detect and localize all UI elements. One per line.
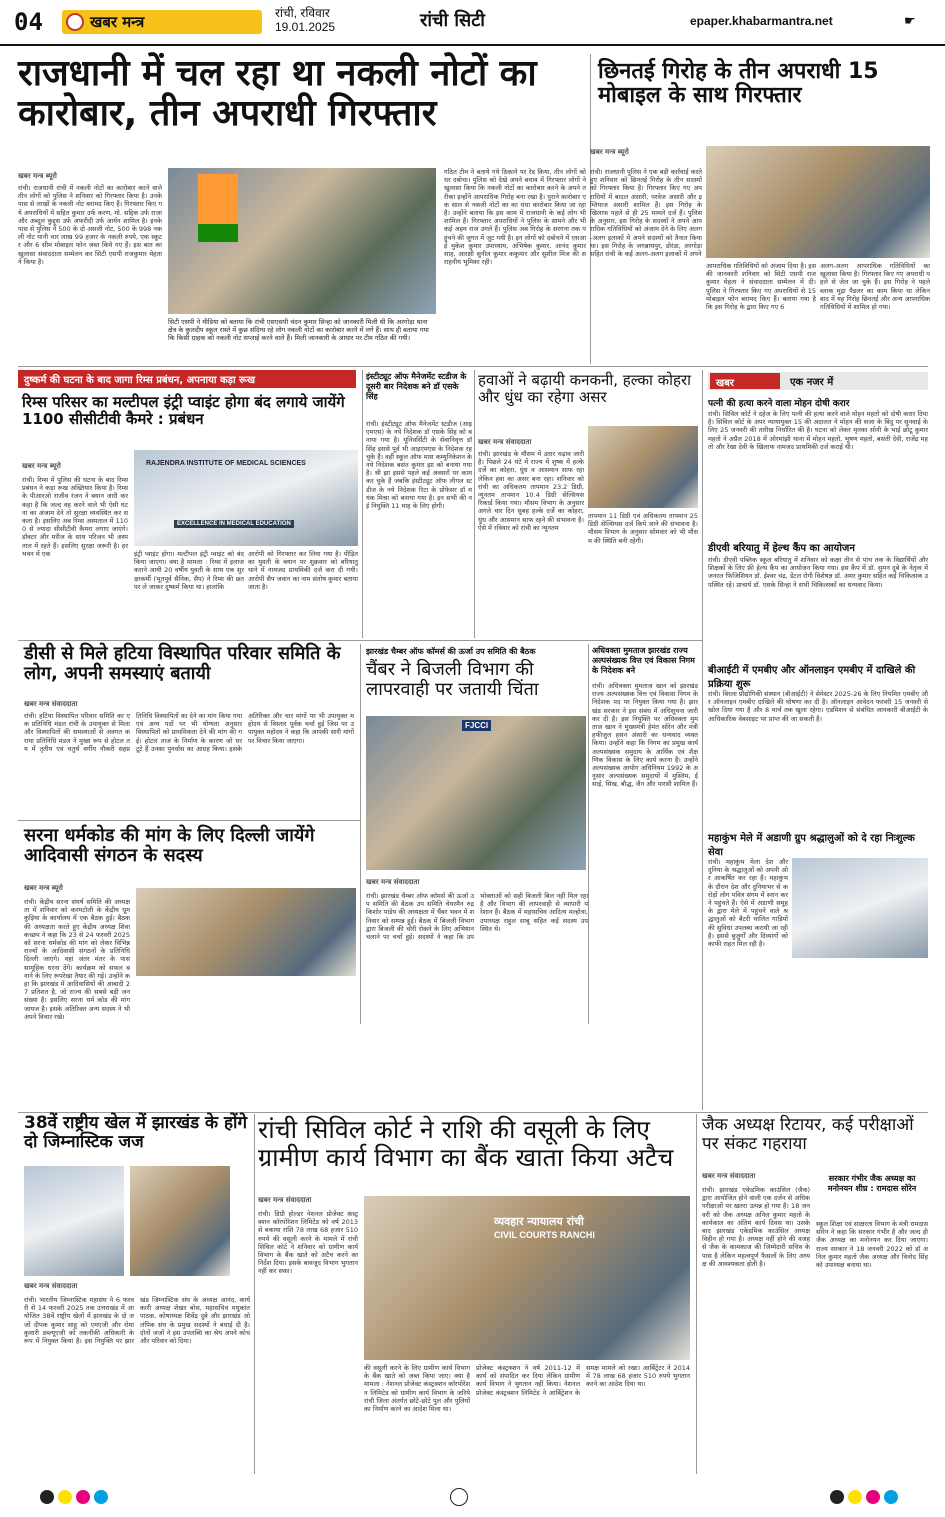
lead-photo xyxy=(168,168,436,314)
rims-byline: खबर मन्त्र ब्यूरो xyxy=(22,462,61,470)
brief-d-headline[interactable]: महाकुंभ मेले में अडाणी ग्रुप श्रद्धालुओं को दे रहा निःशुल्क सेवा xyxy=(708,833,915,858)
dc-body: रांची। हटिया विस्थापित परिवार समिति का एक प्रतिनिधि मंडल रांची के उपायुक्त से मिला और विस्थापितों की समस्याओं से अवगत कराया प्रतिनिधि मंडल ने मुख्य रूप से होटल तय में तृतीय एवं चतुर्थ वर्गीय नौकरी सहप्रतिनिधि विस्थापितों का देने का मांग किया गया एवं अन्य पदों पर भी योग्यता अनुसार विस्थापितों को प्राथमिकता देने की मांग की गई। होटल ताज के निर्माण के कारण जो घर टूटे हैं उनका पुनर्वास का आग्रह किया। इसके अतिरिक्त और चार मांगों पर भी उपायुक्त महोदय से विस्तार पूर्वक चर्चा हुई जिस पर उपायुक्त महोदय ने कहा कि आपकी सारी मांगों पर विचार किया जाएगा। xyxy=(24,712,354,753)
sport-headline[interactable]: 38वें राष्ट्रीय खेल में झारखंड के होंगे दो जिम्नास्टिक जज xyxy=(24,1113,248,1152)
masthead xyxy=(0,0,945,46)
page-number: 04 xyxy=(14,8,43,36)
chhintai-byline: खबर मन्त्र ब्यूरो xyxy=(590,148,629,156)
jac-side-headline[interactable]: सरकार गंभीर जैक अध्यक्ष का मनोनयन शीघ्र : रामदास सोरेन xyxy=(827,1174,917,1193)
rims-kicker: दुष्कर्म की घटना के बाद जागा रिम्स प्रबंधन, अपनाया कड़ा रूख xyxy=(18,370,356,388)
registration-mark-icon xyxy=(450,1488,468,1506)
court-body-1: रांची। डिग्री होल्डर नेशनल प्रोजेक्ट कंस्ट्रक्शन कॉरपोरेशन लिमिटेड को वर्ष 2013 से बकाया राशि 78 लाख 68 हजार 510 रुपये की वसूली करने के मामले में रांची सिविल कोर्ट ने शनिवार को ग्रामीण कार्य विभाग के बैंक खाते को अटैच करने का निर्देश दिया। इसके बावजूद विभाग भुगतान नहीं कर सका। xyxy=(258,1210,358,1276)
brief-title: एक नजर में xyxy=(790,377,834,388)
court-body-2: की वसूली करने के लिए ग्रामीण कार्य विभाग के बैंक खाते को जब्त किया जाए। क्या है मामला : नेशनल प्रोजेक्ट कंस्ट्रक्शन कॉरपोरेशन लिमिटेड को ग्रामीण कार्य विभाग के जरिये रांची जिला अंतर्गत छोटे-छोटे पुल और पुलियों का निर्माण करने का आदेश मिला था। xyxy=(364,1364,470,1414)
chhintai-body-1: रांची। राजधानी पुलिस ने एक बड़ी कार्रवाई करते हुए शनिवार को छिनतई गिरोह के तीन सदस्यों को गिरफ्तार किया है। गिरफ्तार किए गए अपराधियों में बादल असारी, परवेज असारी और इम्तियाज असारी शामिल हैं। इस गिरोह के खिलाफ पहले से ही 25 मामले दर्ज हैं। पुलिस के अनुसार, इस गिरोह के सदस्यों ने अपने आपराधिक गतिविधियों को अंजाम देने के लिए अलग-अलग इलाकों में अपने सदस्यों को तैनात किया था। इस गिरोह के जगन्नाथपुर, डोरंडा, अरगोड़ा सहित रांची के कई अलग-अलग इलाकों में अपने xyxy=(590,168,702,259)
lead-byline: खबर मन्त्र ब्यूरो xyxy=(18,172,57,180)
flag-icon xyxy=(198,174,238,224)
chhintai-photo xyxy=(706,146,930,258)
weather-body-1: रांची। झारखंड के मौसम में उतार चढ़ाव जारी है। पिछले 24 घंटे में राज्य में शुष्क में हल्के दर्जे का कोहरा, धुंध व आसमान साफ रहा लेकिन हवा का असर बना रहा। शनिवार को रांची का अधिकतम तापमान 23.2 डिग्री, न्यूनतम तापमान 10.4 डिग्री सेल्सियस रिकार्ड किया गया। मौसम विभाग के अनुसार अगले चार दिन सुबह हल्के दर्जे का कोहरा, धुंध और आसमान साफ रहने की संभावना है। ऐसे में रविवार को रांची का न्यूनतम xyxy=(478,450,584,532)
brand-name: खबर मन्त्र xyxy=(90,13,145,31)
jac-side-body: स्कूल शिक्षा एवं साक्षरता विभाग के मंत्री रामदास सोरेन ने कहा कि सरकार गंभीर है और जल्द ही जैक अध्यक्ष का मनोनयन कर दिया जाएगा। राज्य सरकार ने 18 जनवरी 2022 को डॉ अनिल कुमार महतो जैक अध्यक्ष और विनोद सिंह को उपाध्यक्ष बनाया था। xyxy=(816,1220,928,1270)
brief-b-headline[interactable]: डीएवी बरियातु में हेल्थ कैंप का आयोजन xyxy=(708,543,855,554)
minority-headline[interactable]: अधिवक्ता मुमताज झारखंड राज्य अल्पसंख्यक वित्त एवं विकास निगम के निदेशक बने xyxy=(592,646,695,675)
date: 19.01.2025 xyxy=(275,20,336,34)
lead-body-2: गठित टीम ने बताये गये ठिकाने पर रेड किया, तीन लोगों को धर दबोचा। पुलिस को देखे अपने बचाव में गिरफ्तार लोगों ने खुलासा किया कि नकली नोटों का कारोबार करने के अपने तरीका इन्होंने आपराधिक गिरोह बना रखा है। पुराने कारोबार एक साल से नकली नोटों का का धंधा कारोबार किया जा रहा है। उन्होंने बताया कि इस काम में राजधानी के कई लोग भी शामिल हैं। गिरफ्तार अपराधियों ने पुलिस के सामने और भी कई अहम राज उगले हैं। पुलिस अब गिरोह के सरगना तक पहुंचने की जुगत में जुट गयी है। इन लोगों को दबोचने में एसआई मुकेश कुमार उपाध्याय, अभिषेक कुमार, आनंद कुमार साह, आरक्षी सुनील कुमार ककुमार और सुशील मिंज की सराहनीय भूमिका रही। xyxy=(444,168,586,267)
sport-body: रांची। भारतीय जिम्नास्टिक महासंघ ने 6 फरवरी से 14 फरवरी 2025 तक उत्तराखंड में आयोजित 38वें राष्ट्रीय खेलों में झारखंड के दो जजों दीपक कुमार साहू को एमएजी और रोमा कुमारी डब्ल्यूएजी को तकनीकी अधिकारी के रूप में नियुक्त किया है। इस नियुक्ति पर झारखंड जिम्नास्टिक संघ के अध्यक्ष आनंद, कार्यकारी अध्यक्ष शेखर बोस, महासचिव मधुकांत पाठक, कोषाध्यक्ष शिवेंद्र दुबे और झारखंड ओलंपिक संघ के प्रमुख सदस्यों ने बधाई दी है। दोनों जजों ने इस उपलब्धि का श्रेय अपने कोच और परिवार को दिया। xyxy=(24,1296,250,1346)
dc-headline[interactable]: डीसी से मिले हटिया विस्थापित परिवार समिति के लोग, अपनी समस्याएं बतायी xyxy=(24,643,341,684)
rims-body-3: आरोपी को गिरफ्तार कर लिया गया है। पीड़ित का युवती के बयान पर शुक्रवार को बरियातु थाने में नामजद प्राथमिकी दर्ज करा दी गयी। आरोपी सैप जवान का नाम संतोष कुमार बताया जाता है। xyxy=(248,550,358,591)
jac-headline[interactable]: जैक अध्यक्ष रिटायर, कई परीक्षाओं पर संकट गहराया xyxy=(702,1115,914,1154)
sarna-body: रांची। केंद्रीय सरना संघर्ष समिति की अध्यक्षता में शनिवार को करमटोली के केंद्रीय धूमकुड़िया के कार्यालय में एक बैठक हुई। बैठक की अध्यक्षता करते हुए केंद्रीय अध्यक्ष शिवा कच्छप ने कहा कि 23 से 24 फरवरी 2025 को सरना धर्मकोड की मांग को लेकर विभिन्न राज्यों के आदिवासी संगठनों के प्रतिनिधि दिल्ली जाएंगे। वहां जंतर मंतर के पास सामूहिक धरना देंगे। कार्यक्रम को सफल बनाने के लिए रूपरेखा तैयार की गई। उन्होंने कहा कि झारखंड में आदिवासियों की आबादी 27 प्रतिशत है, जो राज्य की सबसे बड़ी जनसंख्या है। इसलिए सरना धर्म कोड की मांग जायज है। इसके अतिरिक्त अन्य सदस्य ने भी अपने विचार रखे। xyxy=(24,898,130,1021)
lead-headline[interactable]: राजधानी में चल रहा था नकली नोटों का कारोबार, तीन अपराधी गिरफ्तार xyxy=(18,53,537,134)
chhintai-body-2: आपराधिक गतिविधियों को अंजाम दिया है। इसकी जानकारी शनिवार को सिटी एसपी राजकुमार मेहता ने संवाददाता सम्मेलन में दी। पुलिस ने गिरफ्तार किए गए अपराधियों से 15 मोबाइल फोन बरामद किए हैं। बताया गया है कि इस गिरोह के द्वारा किए गए 6 xyxy=(706,262,816,312)
chamber-body: रांची। झारखंड चैम्बर ऑफ कॉमर्स की ऊर्जा उप समिति की बैठक उप समिति चेयरमैन रुद्र किशोर पांडेय की अध्यक्षता में चैंबर भवन में शनिवार को सम्पन्न हुई। बैठक में बिजली विभाग द्वारा बिजली की चोरी रोकने के लिए अभियान चलाने पर चर्चा हुई। सदस्यों ने कहा कि उपभोक्ताओं को सही बिजली बिल नहीं मिल रहा है और विभाग की लापरवाही से व्यापारी परेशान हैं। बैठक में महासचिव आदित्य मल्होत्रा, उपाध्यक्ष राहुल साबू सहित कई सदस्य उपस्थित थे। xyxy=(366,892,588,942)
chhintai-headline[interactable]: छिनतई गिरोह के तीन अपराधी 15 मोबाइल के साथ गिरफ्तार xyxy=(598,59,879,109)
dc-byline: खबर मन्त्र संवाददाता xyxy=(24,700,78,708)
weather-headline[interactable]: हवाओं ने बढ़ायी कनकनी, हल्का कोहरा और धुंध का रहेगा असर xyxy=(478,371,692,406)
lead-body-1: रांची। राजधानी रांची में नकली नोटों का कारोबार करने वाले तीन लोगों को पुलिस ने शनिवार को गिरफ्तार किया है। उनके पास से लाखों के नकली नोट बरामद किए हैं। गिरफ्तार किए गये अपराधियों में सहित कुमार उर्फ करण, मो. सद्दिक उर्फ राजा और अब्दुल कुद्दूस उर्फ अफरीदी उर्फ आर्यन शामिल है। इनके पास से पुलिस ने 500 के दो असली नोट, 500 के 998 नकली नोट यानी चार लाख 99 हजार के नकली रुपये, एक स्कूटर और 6 सीम मोबाइल फोन जब्त किये गए हैं। इस बात का खुलासा संवाददाता सम्मेलन कर सिटी एसपी राजकुमार मेहता ने किया है। xyxy=(18,184,162,266)
court-byline: खबर मन्त्र संवाददाता xyxy=(258,1196,312,1204)
rims-body-1: रांची। रिम्स में पुलिस की घटना के बाद रिम्स प्रबंधन ने कड़ा रूख अख्तियार किया है। रिम्स के पीआरओ राजीव रंजन ने बयान जारी कर कहा है कि जल्द वह करने वाले भी ऐसी घटना का अंजाम देने तो सुरक्षा व्यवस्थित कर सकता है। इसलिए अब रिम्स अस्पताल में 1100 से ज्यादा सीसीटीवी कैमरा लगाए जाएंगे। डॉक्टर और मरीज के साथ परिजन भी अस्पताल में रहते हैं। इसलिए सुरक्षा जरूरी है। हर भवन में एक xyxy=(22,476,128,558)
brief-a-body: रांची। सिविल कोर्ट ने दहेज के लिए पत्नी की हत्या करने वाले मोहन महतो को दोषी करार दिया है। सिविल कोर्ट के अपर न्यायायुक्त 15 की अदालत ने मोहन की सजा के बिंदु पर सुनवाई के लिए 25 जनवरी की तारीख निर्धारित की है। घटना को लेकर मृतका सोनी के भाई छोटू कुमार महतो ने अप्रैल 2018 में ओरमांझी थाना में मोहन महतो, भूषण महतो, बसंती देवी, राजेंद्र महतो और रेखा देवी के खिलाफ नामजद प्राथमिकी दर्ज कराई थी। xyxy=(708,410,928,451)
lead-caption: सिटी एसपी ने मीडिया को बताया कि रांची एसएसपी चंदन कुमार सिन्हा को जानकारी मिली थी कि अरगोड़ा थाना क्षेत्र के कुलदीप स्कूल रास्ते में कुछ संदिग्ध रहे लोग नकली नोटों का कारोबार करने में लगे हैं। साथ ही बताया गया कि किसी ग्राहक को नकली नोट सप्लाई करने वाले हैं। मिली जानकारी के आधार पर टीम गठित की गयी। xyxy=(168,318,429,342)
weather-byline: खबर मन्त्र संवाददाता xyxy=(478,438,532,446)
brief-c-body: रांची। बिरला प्रौद्योगिकी संस्थान (बीआईटी) ने सेमेस्टर 2025-26 के लिए नियमित एमबीए और ऑनलाइन एमबीए दाखिले की घोषणा कर दी है। ऑनलाइन आवेदन फरवरी 15 जनवरी से खोल दिया गया है और 8 मार्च तक खुला रहेगा। एडमिशन से संबंधित जानकारी बीआईटी के आधिकारिक वेबसाइट पर प्राप्त की जा सकती है। xyxy=(708,690,928,723)
jac-byline: खबर मन्त्र संवाददाता xyxy=(702,1172,756,1180)
brief-a-headline[interactable]: पत्नी की हत्या करने वाला मोहन दोषी करार xyxy=(708,399,850,409)
brief-d-body: रांची। महाकुंभ मेला देश और दुनिया के श्रद्धालुओं को अपनी ओर आकर्षित कर रहा है। महाकुंभ के दौरान देश और दुनियाभर से करोड़ों लोग पवित्र संगम में स्नान करने पहुंचते हैं। ऐसे में अडाणी समूह के द्वारा मेले में पहुंचने वाले श्रद्धालुओं को बैटरी चालित गाड़ियों की सुविधा उपलब्ध करायी जा रही है। इससे बुजुर्गों और दिव्यांगों को काफी राहत मिल रही है। xyxy=(708,858,788,949)
sarna-byline: खबर मन्त्र ब्यूरो xyxy=(24,884,63,892)
print-marks xyxy=(0,1486,945,1517)
brief-c-headline[interactable]: बीआईटी में एमबीए और ऑनलाइन एमबीए में दाखिले की प्रक्रिया शुरू xyxy=(708,665,916,690)
rims-photo: RAJENDRA INSTITUTE OF MEDICAL SCIENCES EXCELLENCE IN MEDICAL EDUCATION xyxy=(134,450,358,546)
chamber-kicker: झारखंड चैम्बर ऑफ कॉमर्स की ऊर्जा उप समिति की बैठक xyxy=(366,647,536,656)
brand-logo[interactable] xyxy=(62,10,262,34)
iim-body: रांची। इंस्टीट्यूट ऑफ मैनेजमेंट स्टडीज (आइएमएस) के नये निदेशक डॉ एसके सिंह को बनाया गया है। यूनिवर्सिटी के सेवानिवृत्त डॉ सिंह इससे पूर्व भी आइएमएस के निदेशक रह चुके हैं। वहीं स्कूल ऑफ मास कम्युनिकेशन के नये निदेशक बसंत कुमार झा को बनाया गया है। श्री झा इससे पहले कई अवसरों पर काम कर चुके हैं जबकि इंस्टीट्यूट ऑफ लीगल स्टडीज के नये निदेशक रिटा के प्रोफेसर डॉ मयंक मिश्रा को बनाया गया है। इन सभी की नई नियुक्ति 11 माह के लिए होगी। xyxy=(366,420,472,511)
weather-photo xyxy=(588,426,698,508)
m-logo-icon xyxy=(66,13,84,31)
judge-photo-1 xyxy=(24,1166,124,1276)
brief-d-photo xyxy=(792,858,928,958)
court-body-3: प्रोजेक्ट कंस्ट्रक्शन ने वर्ष 2011-12 में कार्य को संपादित कर दिया लेकिन ग्रामीण कार्य विभाग ने भुगतान नहीं किया। नेशनल प्रोजेक्ट कंस्ट्रक्शन लिमिटेड ने आर्बिट्रेशन के समक्ष मामले को रखा। आर्बिट्रेटर ने 2014 में 78 लाख 68 हजार 510 रुपये भुगतान करने का आदेश दिया था। xyxy=(476,1364,690,1397)
minority-body: रांची। अधिवक्ता मुमताज खान को झारखंड राज्य अल्पसंख्यक वित्त एवं विकास निगम के निदेशक पद पर नियुक्त किया गया है। झारखंड सरकार ने इस संबंध में अधिसूचना जारी कर दी है। इस नियुक्ति पर अधिवक्ता मुमताज खान ने मुख्यमंत्री हेमंत सोरेन और मंत्री हफीजुल हसन अंसारी का धन्यवाद व्यक्त किया। उन्होंने कहा कि निगम का प्रमुख कार्य अल्पसंख्यक समुदाय के आर्थिक एवं शैक्षणिक विकास के लिए कार्य करना है। उन्होंने अल्पसंख्यक आयोग अधिनियम 1992 के अनुसार अल्पसंख्यक समुदायों में मुस्लिम, ईसाई, सिख, बौद्ध, जैन और पारसी शामिल हैं। xyxy=(592,682,698,789)
rims-headline[interactable]: रिम्स परिसर का मल्टीपल इंट्री प्वाइंट होगा बंद लगाये जायेंगे 1100 सीसीटीवी कैमरे : प्रबंधन xyxy=(22,393,345,428)
iim-headline[interactable]: इंस्टीट्यूट ऑफ मैनेजमेंट स्टडीज के दूसरी बार निदेशक बने डॉ एसके सिंह xyxy=(366,372,467,401)
weather-body-2: तापमान 11 डिग्री एवं अधिकतम तापमान 25 डिग्री सेल्सियस दर्ज किये जाने की संभावना है। मौसम विभाग के अनुसार सोमवार को भी मौसम की स्थिति बनी रहेगी। xyxy=(588,512,698,545)
court-headline[interactable]: रांची सिविल कोर्ट ने राशि की वसूली के लिए ग्रामीण कार्य विभाग का बैंक खाता किया अटैच xyxy=(258,1115,674,1172)
chamber-byline: खबर मन्त्र संवाददाता xyxy=(366,878,420,886)
jac-body: रांची। झारखंड एकेडमिक काउंसिल (जैक) द्वारा आयोजित होने वाली एक दर्जन से अधिक परीक्षाओं पर खतरा उत्पन्न हो गया है। 18 जनवरी को जैक अध्यक्ष अनिल कुमार महतो के कार्यकाल का अंतिम कार्य दिवस था। उसके बाद झारखंड एकेडमिक काउंसिल अध्यक्ष विहीन हो गया है। अध्यक्ष नहीं होने की वजह से जैक के कामकाज की जिम्मेदारी सचिव के पास है लेकिन महत्वपूर्ण फैसलों के लिए अध्यक्ष की आवश्यकता होती है। xyxy=(702,1186,810,1268)
chamber-photo: FJCCI xyxy=(366,716,586,870)
rims-body-2: इंट्री प्वाइंट होगा। मल्टीपल इंट्री प्वाइंट को बंद किया जाएगा। क्या है मामला : रिम्स में इलाज कराने आयी 20 वर्षीय युवती के साथ एक सुरक्षाकर्मी (भूतपूर्व सैनिक, सैप) ने रिम्स की छत पर ले जाकर दुष्कर्म किया था। हालांकि xyxy=(134,550,244,591)
sarna-headline[interactable]: सरना धर्मकोड की मांग के लिए दिल्ली जायेंगे आदिवासी संगठन के सदस्य xyxy=(24,825,315,866)
brief-b-body: रांची। डीएवी पब्लिक स्कूल बरियातु में शनिवार को कक्षा तीन से पांच तक के विद्यार्थियों और शिक्षकों के लिए फ्री हेल्थ कैंप का आयोजन किया गया। इस कैंप में डॉ. सुमन दुबे के नेतृत्व में जनरल फिजिशियन डॉ. ईश्वर चंद्र, डेंटल रोगी विशेषज्ञ डॉ. अमर कुमार सहित कई चिकित्सक उपस्थित रहे। प्राचार्य डॉ. एसके सिन्हा ने सभी चिकित्सकों का धन्यवाद किया। xyxy=(708,556,928,589)
epaper-link[interactable]: epaper.khabarmantra.net xyxy=(690,14,833,28)
place-day: रांची, रविवार xyxy=(275,6,330,20)
pointer-icon: ☛ xyxy=(904,14,916,29)
brief-bar xyxy=(708,372,928,390)
brief-label: खबर xyxy=(710,373,780,389)
judge-photo-2 xyxy=(130,1166,230,1276)
sarna-photo xyxy=(136,888,356,976)
sport-byline: खबर मन्त्र संवाददाता xyxy=(24,1282,78,1290)
chamber-headline[interactable]: चैंबर ने बिजली विभाग की लापरवाही पर जतायी चिंता xyxy=(366,659,539,700)
chhintai-body-3: अलग-अलग आपराधिक गतिविधियों का खुलासा किया है। गिरफ्तार किए गए अपराधी पहले से जेल जा चुके हैं। इस गिरोह ने पहले ब्लाक मुद्रा पैडलर का काम किया था लेकिन बाद में यह गिरोह छिनतई और अन्य आपराधिक गतिविधियों में शामिल हो गया। xyxy=(820,262,930,312)
court-photo: व्यवहार न्यायालय रांची CIVIL COURTS RANCHI xyxy=(364,1196,690,1360)
dateline xyxy=(275,6,335,34)
section-title: रांची सिटी xyxy=(420,10,485,31)
